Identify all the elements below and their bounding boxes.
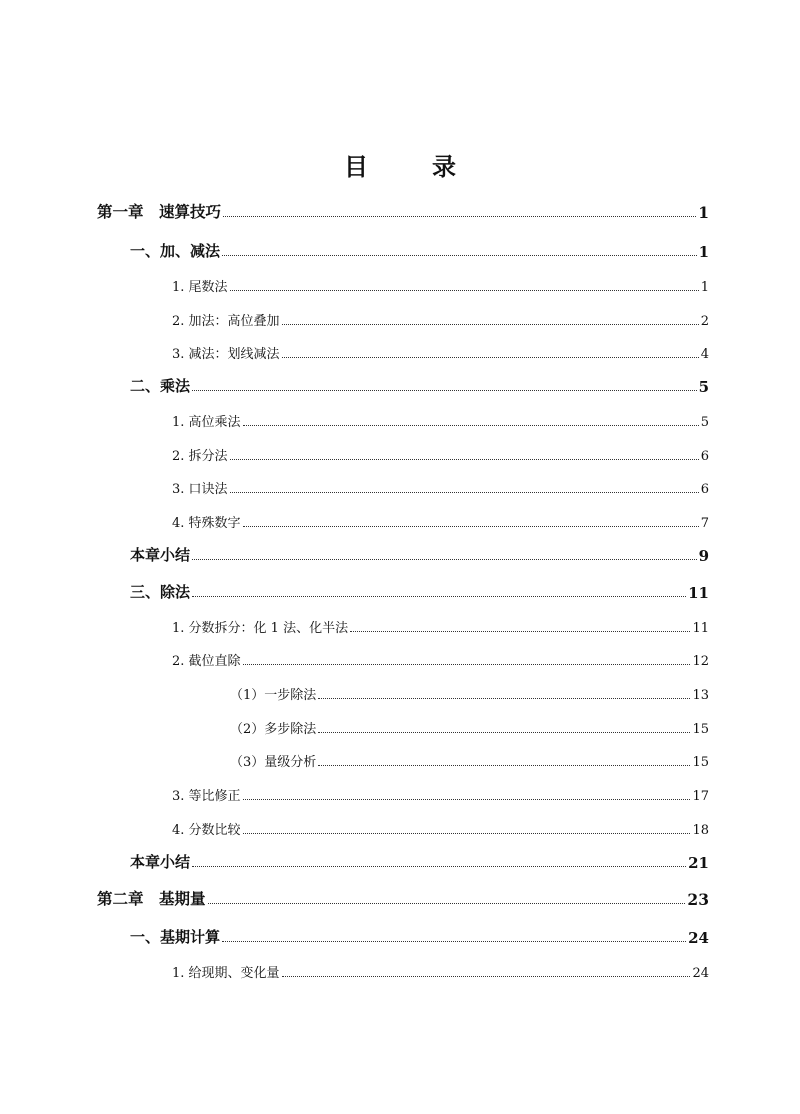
toc-entry-label: 一、基期计算 xyxy=(130,928,221,946)
toc-entry-item[interactable] xyxy=(230,679,709,703)
dot-leader xyxy=(192,596,686,597)
toc-entry-label: 本章小结 xyxy=(130,546,191,564)
toc-entry-page: 7 xyxy=(700,516,709,531)
toc-entry-label: （3）量级分析 xyxy=(230,755,317,770)
toc-entry-label: 第二章 基期量 xyxy=(97,889,206,908)
dot-leader xyxy=(230,459,699,460)
dot-leader xyxy=(192,866,686,867)
toc-entry-subsection[interactable] xyxy=(172,957,709,981)
toc-entry-page: 6 xyxy=(700,482,709,497)
dot-leader xyxy=(243,526,699,527)
toc-entry-label: 3. 口诀法 xyxy=(172,482,228,497)
dot-leader xyxy=(350,631,690,632)
toc-entry-label: （2）多步除法 xyxy=(230,722,317,737)
toc-entry-label: 3. 减法：划线减法 xyxy=(172,347,280,362)
toc-entry-label: 1. 高位乘法 xyxy=(172,415,241,430)
dot-leader xyxy=(243,425,699,426)
page-title: 目 录 xyxy=(344,152,476,181)
toc-entry-page: 15 xyxy=(692,722,709,737)
toc-entry-label: 三、除法 xyxy=(130,583,191,601)
dot-leader xyxy=(318,732,690,733)
toc-entry-section[interactable] xyxy=(130,578,709,602)
toc-entry-page: 13 xyxy=(692,688,709,703)
toc-entry-label: 3. 等比修正 xyxy=(172,789,241,804)
toc-entry-label: 2. 拆分法 xyxy=(172,449,228,464)
toc-entry-chapter-2[interactable] xyxy=(97,885,709,909)
toc-entry-label: 4. 特殊数字 xyxy=(172,516,241,531)
toc-entry-page: 24 xyxy=(692,966,709,981)
dot-leader xyxy=(222,941,686,942)
toc-entry-label: 2. 截位直除 xyxy=(172,654,241,669)
toc-entry-subsection[interactable] xyxy=(172,271,709,295)
toc-entry-subsection[interactable] xyxy=(172,814,709,838)
dot-leader xyxy=(318,765,690,766)
dot-leader xyxy=(222,255,697,256)
toc-entry-label: 二、乘法 xyxy=(130,377,191,395)
toc-entry-subsection[interactable] xyxy=(172,305,709,329)
dot-leader xyxy=(208,903,686,904)
toc-entry-subsection[interactable] xyxy=(172,612,709,636)
toc-entry-page: 6 xyxy=(700,449,709,464)
dot-leader xyxy=(243,833,691,834)
toc-entry-page: 4 xyxy=(700,347,709,362)
toc-entry-item[interactable] xyxy=(230,713,709,737)
toc-entry-section[interactable] xyxy=(130,372,709,396)
toc-entry-section[interactable] xyxy=(130,237,709,261)
toc-entry-page: 5 xyxy=(698,378,709,396)
dot-leader xyxy=(243,799,691,800)
toc-entry-label: 1. 给现期、变化量 xyxy=(172,966,280,981)
toc-entry-page: 2 xyxy=(700,314,709,329)
dot-leader xyxy=(230,492,699,493)
toc-entry-item[interactable] xyxy=(230,746,709,770)
toc-entry-page: 1 xyxy=(698,243,709,261)
toc-entry-page: 1 xyxy=(700,280,709,295)
toc-entry-label: 2. 加法：高位叠加 xyxy=(172,314,280,329)
toc-entry-page: 18 xyxy=(692,823,709,838)
dot-leader xyxy=(192,559,697,560)
dot-leader xyxy=(192,390,697,391)
toc-entry-chapter-1[interactable] xyxy=(97,198,709,222)
dot-leader xyxy=(230,290,699,291)
toc-entry-page: 17 xyxy=(692,789,709,804)
dot-leader xyxy=(223,216,696,217)
toc-entry-chapter-summary[interactable] xyxy=(130,541,709,565)
dot-leader xyxy=(282,324,699,325)
toc-entry-subsection[interactable] xyxy=(172,473,709,497)
dot-leader xyxy=(318,698,690,699)
toc-entry-label: 本章小结 xyxy=(130,853,191,871)
toc-entry-label: 4. 分数比较 xyxy=(172,823,241,838)
dot-leader xyxy=(282,357,699,358)
toc-entry-subsection[interactable] xyxy=(172,645,709,669)
dot-leader xyxy=(282,976,691,977)
toc-entry-label: 1. 分数拆分：化 1 法、化半法 xyxy=(172,621,349,636)
toc-entry-subsection[interactable] xyxy=(172,507,709,531)
toc-entry-subsection[interactable] xyxy=(172,338,709,362)
toc-entry-page: 9 xyxy=(698,547,709,565)
toc-entry-page: 1 xyxy=(698,203,709,222)
toc-entry-page: 5 xyxy=(700,415,709,430)
toc-entry-page: 23 xyxy=(687,890,709,909)
toc-entry-page: 21 xyxy=(688,854,709,872)
toc-entry-label: 一、加、减法 xyxy=(130,242,221,260)
toc-entry-label: 第一章 速算技巧 xyxy=(97,202,222,221)
toc-entry-chapter-summary[interactable] xyxy=(130,848,709,872)
toc-entry-page: 15 xyxy=(692,755,709,770)
toc-entry-page: 11 xyxy=(692,621,709,636)
toc-entry-subsection[interactable] xyxy=(172,406,709,430)
toc-entry-page: 12 xyxy=(692,654,709,669)
toc-entry-subsection[interactable] xyxy=(172,780,709,804)
toc-entry-label: 1. 尾数法 xyxy=(172,280,228,295)
toc-entry-section[interactable] xyxy=(130,923,709,947)
toc-entry-label: （1）一步除法 xyxy=(230,688,317,703)
dot-leader xyxy=(243,664,691,665)
toc-entry-subsection[interactable] xyxy=(172,440,709,464)
toc-entry-page: 11 xyxy=(688,584,709,602)
toc-entry-page: 24 xyxy=(688,929,709,947)
